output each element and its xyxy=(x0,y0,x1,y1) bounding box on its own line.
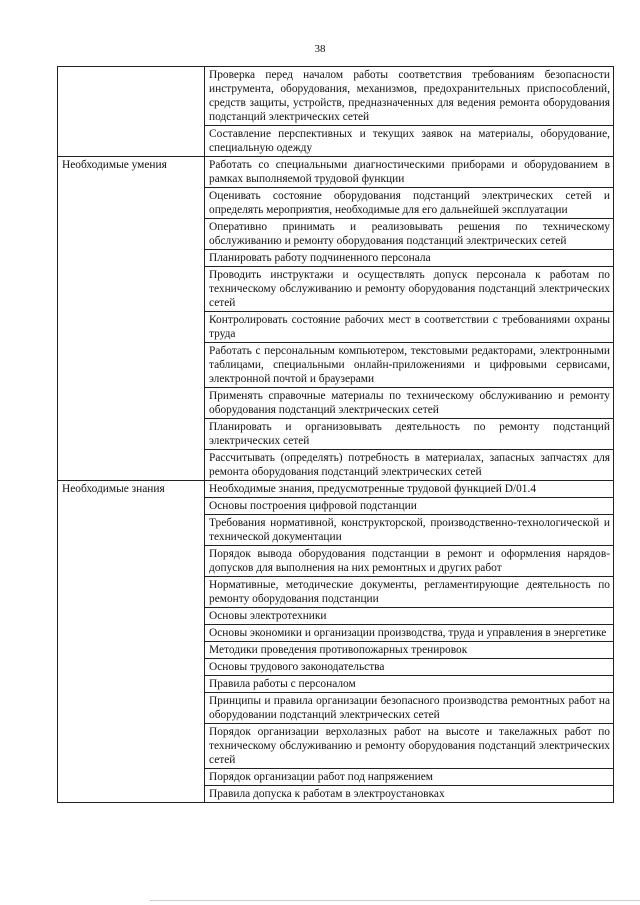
requirement-text: Применять справочные материалы по техническому обслуживанию и ремонту оборудования подстанций электрических сетей xyxy=(205,388,614,419)
requirement-text: Оценивать состояние оборудования подстанций электрических сетей и определять мероприятия, необходимые для его дальнейшей эксплуатации xyxy=(205,188,614,219)
table-row xyxy=(58,67,614,126)
requirement-text: Необходимые знания, предусмотренные трудовой функцией D/01.4 xyxy=(205,481,614,498)
requirements-table-body xyxy=(58,67,614,803)
requirement-text: Работать с персональным компьютером, текстовыми редакторами, электронными таблицами, специальными онлайн-приложениями и цифровыми сервисами, электронной почтой и браузерами xyxy=(205,343,614,388)
requirement-text: Правила допуска к работам в электроустановках xyxy=(205,786,614,803)
section-label: Необходимые умения xyxy=(58,157,205,481)
requirement-text: Порядок организации работ под напряжением xyxy=(205,769,614,786)
section-label: Необходимые знания xyxy=(58,481,205,803)
requirements-table xyxy=(57,66,614,803)
requirement-text: Порядок организации верхолазных работ на высоте и такелажных работ по техническому обслуживанию и ремонту оборудования подстанций электрических сетей xyxy=(205,724,614,769)
requirement-text: Нормативные, методические документы, регламентирующие деятельность по ремонту оборудования подстанции xyxy=(205,577,614,608)
requirement-text: Принципы и правила организации безопасного производства ремонтных работ на оборудовании подстанций электрических сетей xyxy=(205,693,614,724)
requirement-text: Основы построения цифровой подстанции xyxy=(205,498,614,515)
requirement-text: Порядок вывода оборудования подстанции в ремонт и оформления нарядов-допусков для выполнения на них ремонтных и других работ xyxy=(205,546,614,577)
page-bottom-edge xyxy=(150,900,640,901)
requirement-text: Контролировать состояние рабочих мест в соответствии с требованиями охраны труда xyxy=(205,312,614,343)
requirement-text: Основы трудового законодательства xyxy=(205,659,614,676)
requirement-text: Основы электротехники xyxy=(205,608,614,625)
requirement-text: Рассчитывать (определять) потребность в материалах, запасных запчастях для ремонта оборудования подстанций электрических сетей xyxy=(205,450,614,481)
page-number: 38 xyxy=(314,43,326,55)
requirement-text: Составление перспективных и текущих заявок на материалы, оборудование, специальную одежду xyxy=(205,126,614,157)
requirement-text: Оперативно принимать и реализовывать решения по техническому обслуживанию и ремонту оборудования подстанций электрических сетей xyxy=(205,219,614,250)
requirement-text: Проверка перед началом работы соответствия требованиям безопасности инструмента, оборудования, механизмов, предохранительных приспособлений, средств защиты, устройств, предназначенных для ведения ремонта оборудования подстанций электрических сетей xyxy=(205,67,614,126)
requirement-text: Проводить инструктажи и осуществлять допуск персонала к работам по техническому обслуживанию и ремонту оборудования подстанций электрических сетей xyxy=(205,267,614,312)
requirement-text: Работать со специальными диагностическими приборами и оборудованием в рамках выполняемой трудовой функции xyxy=(205,157,614,188)
requirement-text: Планировать работу подчиненного персонала xyxy=(205,250,614,267)
requirement-text: Планировать и организовывать деятельность по ремонту подстанций электрических сетей xyxy=(205,419,614,450)
section-label xyxy=(58,67,205,157)
requirement-text: Требования нормативной, конструкторской, производственно-технологической и технической документации xyxy=(205,515,614,546)
table-row xyxy=(58,157,614,188)
requirement-text: Методики проведения противопожарных тренировок xyxy=(205,642,614,659)
requirement-text: Правила работы с персоналом xyxy=(205,676,614,693)
requirement-text: Основы экономики и организации производства, труда и управления в энергетике xyxy=(205,625,614,642)
table-row xyxy=(58,481,614,498)
